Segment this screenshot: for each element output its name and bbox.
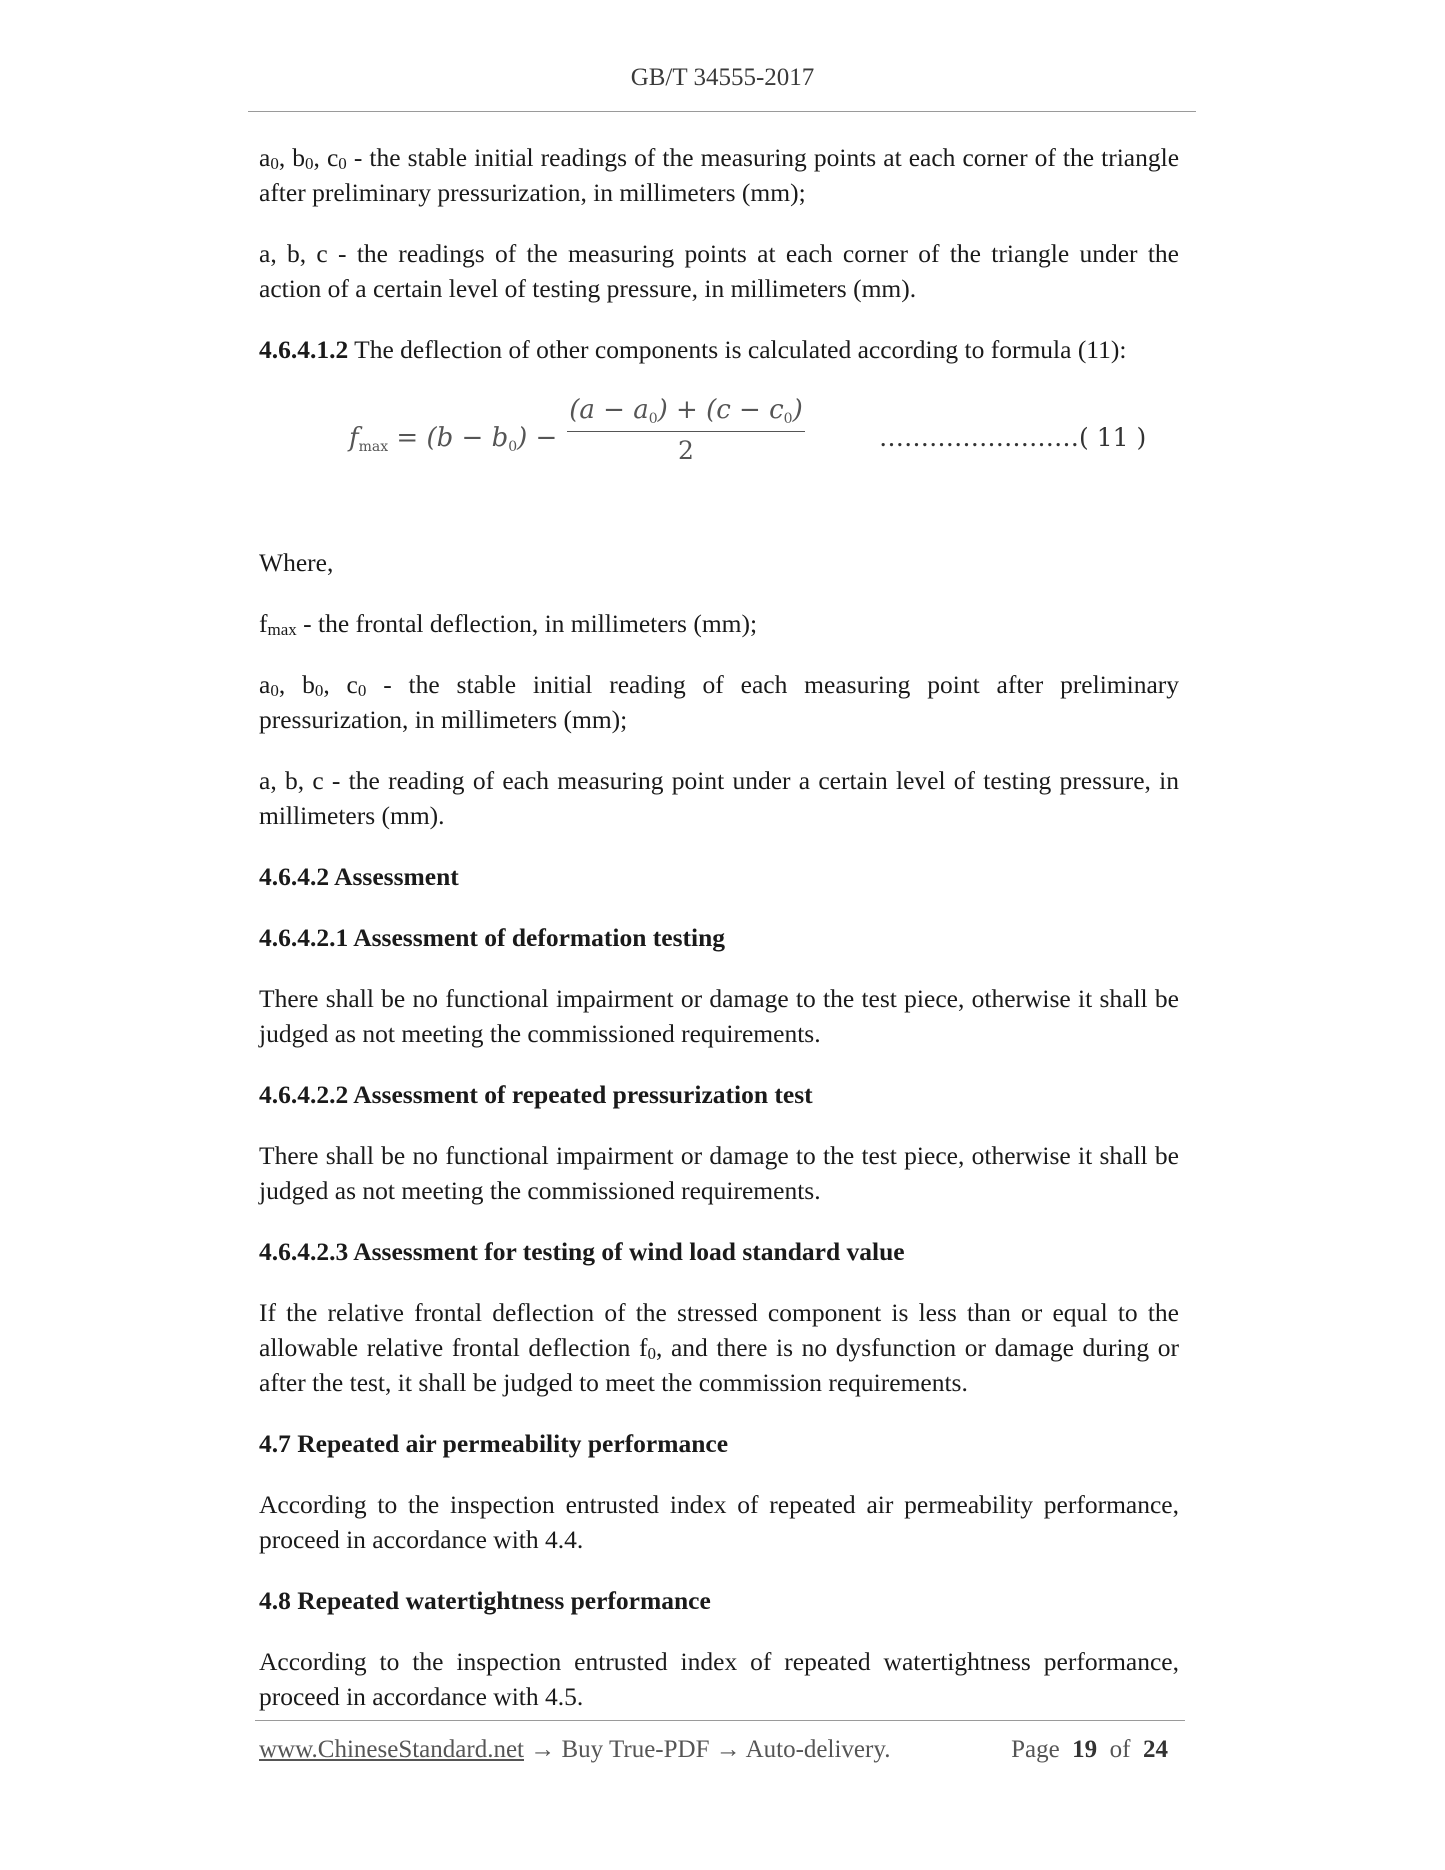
paragraph-deformation-assessment: There shall be no functional impairment or damage to the test piece, otherwise it shall be judged as not meeting the commissioned requirements. bbox=[259, 984, 1179, 1048]
paragraph-repeated-pressurization-assessment: There shall be no functional impairment or damage to the test piece, otherwise it shall be judged as not meeting the commissioned requirements. bbox=[259, 1141, 1179, 1205]
heading-4-6-4-2-2: 4.6.4.2.2 Assessment of repeated pressurization test bbox=[259, 1080, 813, 1109]
formula-denominator: 2 bbox=[678, 436, 694, 465]
paragraph-initial-readings-triangle: $a_0$, $b_0$, $c_0$ - the stable initial readings of the measuring points at each corner of the triangle after preliminary pressurization, in millimeters (mm); bbox=[259, 143, 1180, 207]
website-link[interactable]: www.ChineseStandard.net bbox=[259, 1736, 524, 1763]
heading-4-6-4-2-1: 4.6.4.2.1 Assessment of deformation testing bbox=[259, 923, 726, 952]
current-page: 19 bbox=[1072, 1736, 1098, 1763]
formula-numerator: $(a - a_0) + (c - c_0)$ bbox=[567, 395, 805, 432]
arrow-icon: → bbox=[715, 1736, 741, 1763]
paragraph-air-permeability: According to the inspection entrusted index of repeated air permeability performance, proceed in accordance with 4.4. bbox=[259, 1490, 1179, 1554]
arrow-icon: → bbox=[530, 1736, 556, 1763]
header-divider bbox=[248, 111, 1196, 112]
heading-4-6-4-2-3: 4.6.4.2.3 Assessment for testing of wind load standard value bbox=[259, 1237, 905, 1266]
paragraph-where: Where, bbox=[259, 548, 334, 577]
heading-4-8: 4.8 Repeated watertightness performance bbox=[259, 1586, 711, 1615]
document-header: GB/T 34555-2017 bbox=[630, 64, 815, 91]
paragraph-readings-triangle: a, b, c - the readings of the measuring points at each corner of the triangle under the action of a certain level of testing pressure, in millimeters (mm). bbox=[259, 239, 1179, 303]
paragraph-wind-load-assessment: If the relative frontal deflection of the stressed component is less than or equal to the allowable relative frontal deflection $f_0$, and there is no dysfunction or damage during or after the test, it shall be judged to meet the commission requirements. bbox=[259, 1298, 1179, 1397]
formula-number: ……………………( 11 ) bbox=[879, 423, 1147, 452]
paragraph-fmax-definition: $f_{max}$ - the frontal deflection, in millimeters (mm); bbox=[259, 609, 758, 639]
formula-lhs: $f_{max} = (b - b_0)$ − bbox=[349, 423, 558, 455]
heading-4-6-4-2: 4.6.4.2 Assessment bbox=[259, 862, 459, 891]
paragraph-reading-each-point: a, b, c - the reading of each measuring point under a certain level of testing pressure, in millimeters (mm). bbox=[259, 766, 1179, 830]
total-pages: 24 bbox=[1143, 1736, 1168, 1763]
formula-fraction bbox=[567, 395, 805, 465]
clause-number: 4.6.4.1.2 bbox=[259, 335, 349, 364]
paragraph-initial-reading-each-point: $a_0$, $b_0$, $c_0$ - the stable initial reading of each measuring point after preliminary pressurization, in millimeters (mm); bbox=[259, 670, 1180, 734]
footer-promo: www.ChineseStandard.net → Buy True-PDF → Auto-delivery. bbox=[259, 1736, 891, 1763]
page-counter: Page 19 of 24 bbox=[1011, 1736, 1168, 1763]
formula-11 bbox=[259, 393, 1179, 533]
footer-divider bbox=[255, 1720, 1185, 1721]
page-content bbox=[259, 140, 1179, 1740]
paragraph-watertightness: According to the inspection entrusted index of repeated watertightness performance, proceed in accordance with 4.5. bbox=[259, 1647, 1179, 1711]
heading-4-7: 4.7 Repeated air permeability performance bbox=[259, 1429, 729, 1458]
paragraph-4-6-4-1-2: 4.6.4.1.2 The deflection of other components is calculated according to formula (11): bbox=[259, 335, 1127, 364]
